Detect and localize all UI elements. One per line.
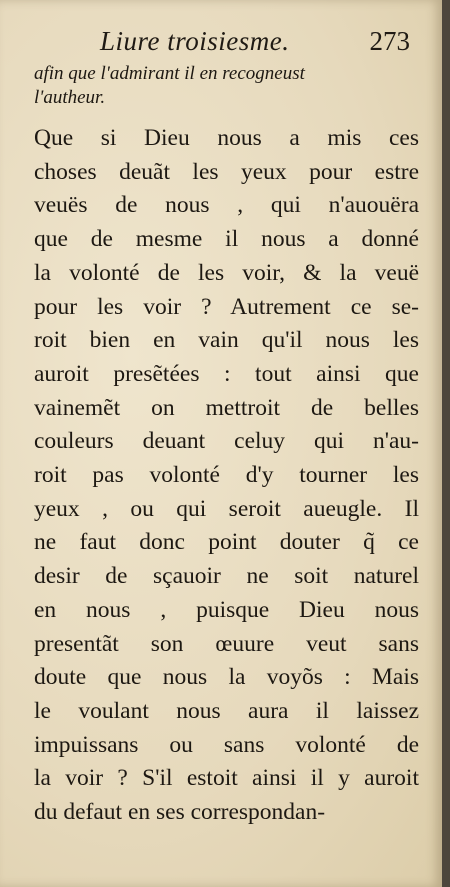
paragraph-gap [34, 110, 419, 122]
text-line: desir de sçauoir ne soit naturel [34, 563, 419, 590]
text-line: auroit presẽtées : tout ainsi que [34, 360, 419, 387]
text-line: roit pas volonté d'y tourner les [34, 462, 419, 489]
page-edge [442, 0, 450, 887]
text-line: roit bien en vain qu'il nous les [34, 327, 419, 354]
text-line: la volonté de les voir, & la veuë [34, 259, 419, 286]
text-line: que de mesme il nous a donné [34, 226, 419, 253]
text-line: le voulant nous aura il laissez [34, 697, 419, 724]
text-line: choses deuãt les yeux pour estre [34, 158, 419, 185]
text-line: ne faut donc point douter q̃ ce [34, 529, 419, 556]
text-line: Que si Dieu nous a mis ces [34, 125, 419, 151]
page-number: 273 [369, 26, 410, 56]
text-line: doute que nous la voyõs : Mais [34, 664, 419, 691]
text-line: la voir ? S'il estoit ainsi il y auroit [34, 765, 419, 792]
page-header [100, 26, 410, 66]
text-line: vainemẽt on mettroit de belles [34, 394, 419, 421]
body-text [34, 62, 419, 830]
text-line: couleurs deuant celuy qui n'au- [34, 428, 419, 455]
text-line: veuës de nous , qui n'auouëra [34, 192, 419, 219]
text-line: en nous , puisque Dieu nous [34, 596, 419, 623]
text-line: du defaut en ses correspondan- [34, 799, 326, 826]
text-line: yeux , ou qui seroit aueugle. Il [34, 495, 419, 522]
running-head: Liure troisiesme. [100, 26, 290, 56]
text-line: presentãt son œuure veut sans [34, 630, 419, 657]
italic-line: l'autheur. [34, 87, 106, 108]
text-line: impuissans ou sans volonté de [34, 731, 419, 758]
text-line: pour les voir ? Autrement ce se- [34, 293, 419, 320]
italic-line: afin que l'admirant il en recogneust [34, 63, 305, 84]
